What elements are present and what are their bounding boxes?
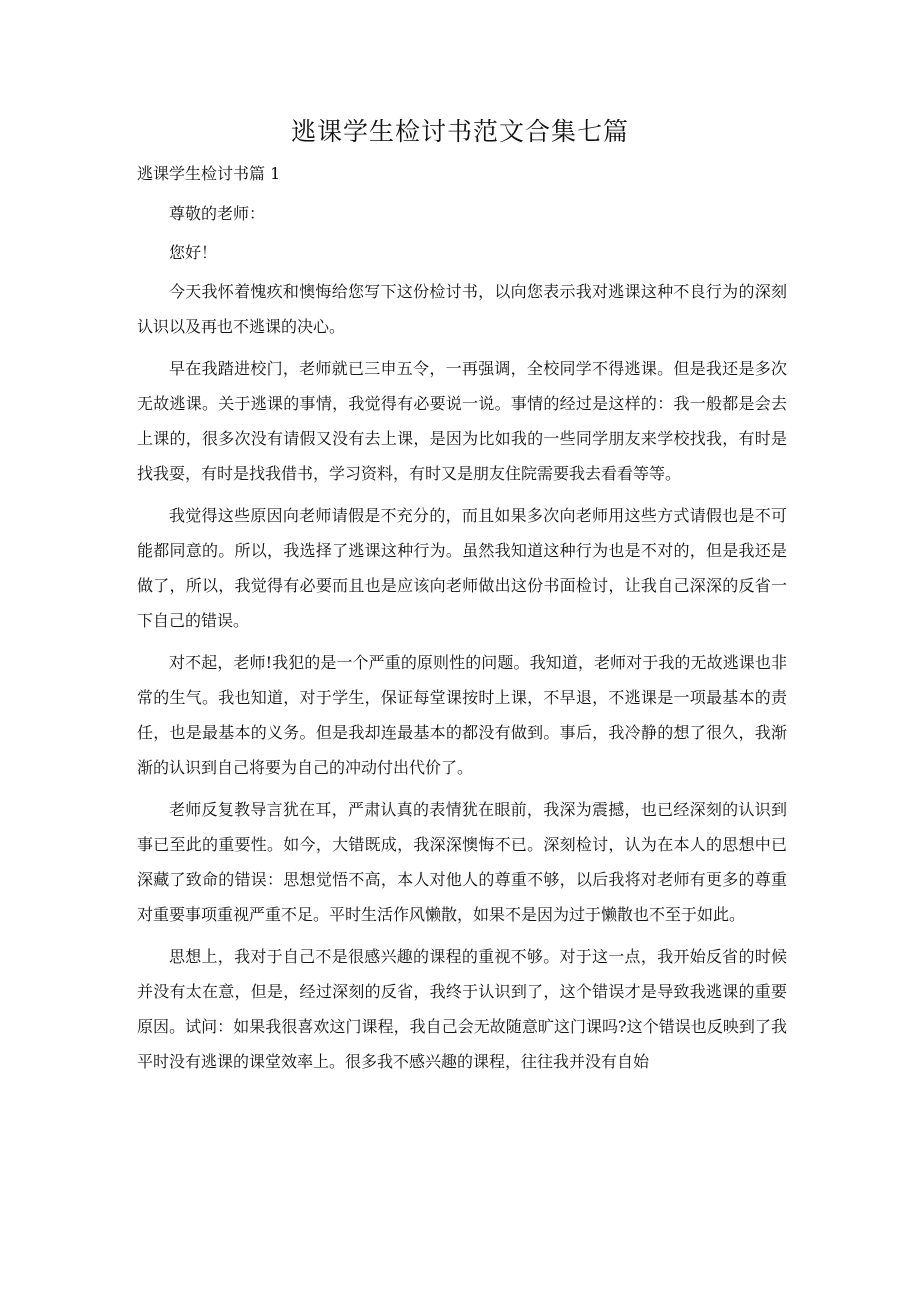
greeting: 您好！ [169,243,218,262]
paragraph: 思想上，我对于自己不是很感兴趣的课程的重视不够。对于这一点，我开始反省的时候并没有太在意，但是，经过深刻的反省，我终于认识到了，这个错误才是导致我逃课的重要原因。试问：如果我很喜欢这门课程，我自己会无故随意旷这门课吗?这个错误也反映到了我平时没有逃课的课堂效率上。很多我不感兴趣的课程，往往我并没有自始 [137,947,787,1071]
document-title: 逃课学生检讨书范文合集七篇 [290,117,629,146]
letter-body [137,196,787,1086]
paragraph: 早在我踏进校门，老师就已三申五令，一再强调，全校同学不得逃课。但是我还是多次无故逃课。关于逃课的事情，我觉得有必要说一说。事情的经过是这样的：我一般都是会去上课的，很多次没有请假又没有去上课，是因为比如我的一些同学朋友来学校找我，有时是找我耍，有时是找我借书，学习资料，有时又是朋友住院需要我去看看等等。 [137,359,787,483]
section-heading: 逃课学生检讨书篇 1 [137,164,281,183]
paragraph: 老师反复教导言犹在耳，严肃认真的表情犹在眼前，我深为震撼，也已经深刻的认识到事已至此的重要性。如今，大错既成，我深深懊悔不已。深刻检讨，认为在本人的思想中已深藏了致命的错误：思想觉悟不高，本人对他人的尊重不够，以后我将对老师有更多的尊重对重要事项重视严重不足。平时生活作风懒散，如果不是因为过于懒散也不至于如此。 [137,800,787,924]
paragraph: 对不起，老师!我犯的是一个严重的原则性的问题。我知道，老师对于我的无故逃课也非常的生气。我也知道，对于学生，保证每堂课按时上课，不早退，不逃课是一项最基本的责任，也是最基本的义务。但是我却连最基本的都没有做到。事后，我冷静的想了很久，我渐渐的认识到自己将要为自己的冲动付出代价了。 [137,653,787,777]
salutation: 尊敬的老师： [169,204,266,223]
paragraph: 我觉得这些原因向老师请假是不充分的，而且如果多次向老师用这些方式请假也是不可能都同意的。所以，我选择了逃课这种行为。虽然我知道这种行为也是不对的，但是我还是做了，所以，我觉得有必要而且也是应该向老师做出这份书面检讨，让我自己深深的反省一下自己的错误。 [137,506,787,630]
paragraph: 今天我怀着愧疚和懊悔给您写下这份检讨书，以向您表示我对逃课这种不良行为的深刻认识以及再也不逃课的决心。 [137,282,787,336]
